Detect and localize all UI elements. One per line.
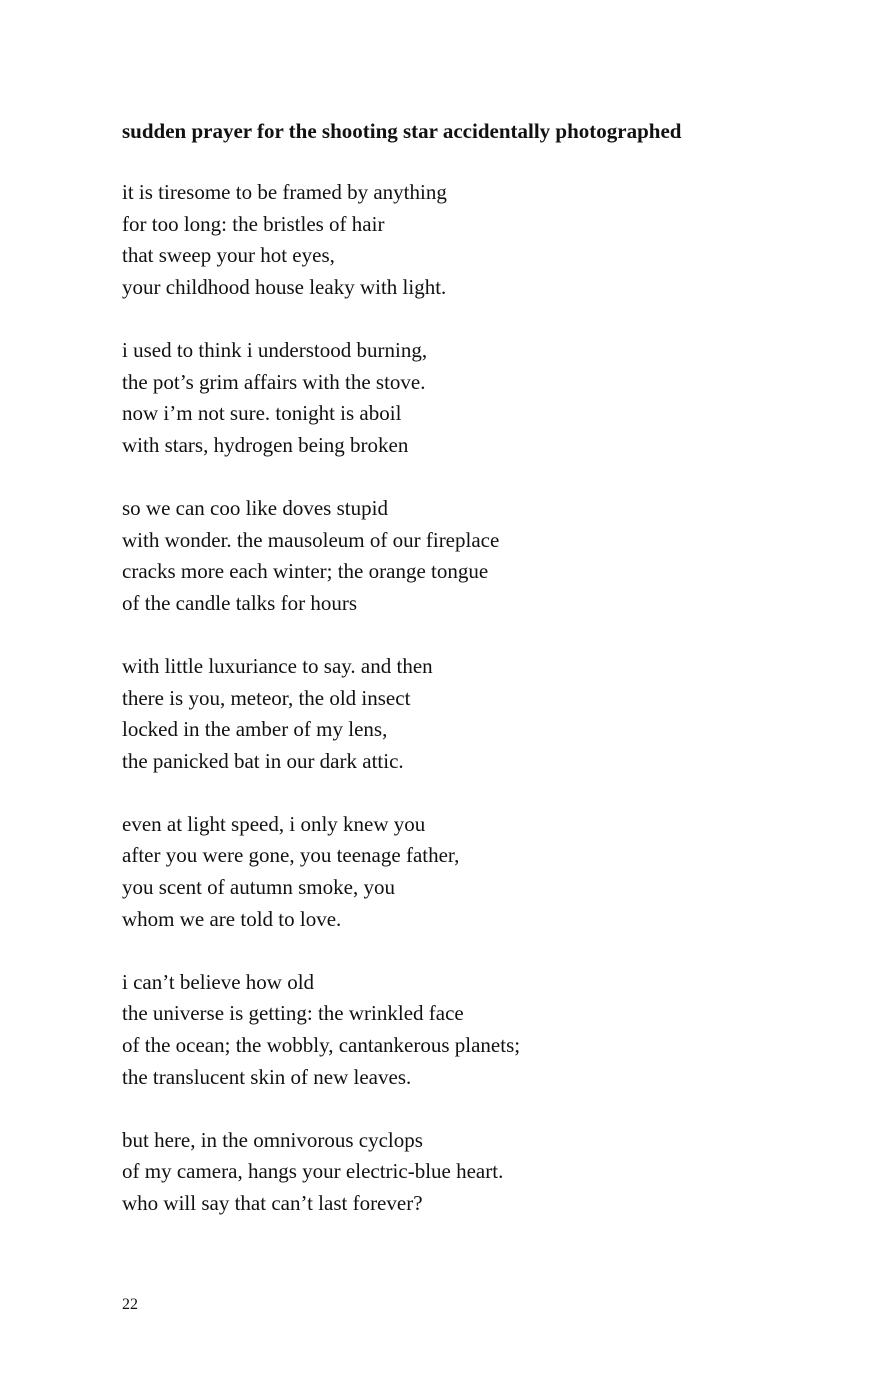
stanza <box>122 967 822 1093</box>
poem-line: the universe is getting: the wrinkled face <box>122 1001 464 1026</box>
page-number: 22 <box>122 1296 138 1313</box>
stanza <box>122 177 822 303</box>
poem-line: i can’t believe how old <box>122 969 315 994</box>
poem-line: you scent of autumn smoke, you <box>122 875 395 900</box>
poem-title: sudden prayer for the shooting star accidentally photographed <box>122 119 682 143</box>
poem-body <box>122 177 822 1251</box>
stanza <box>122 1125 822 1220</box>
poem-line: that sweep your hot eyes, <box>122 243 335 268</box>
poem-line: the panicked bat in our dark attic. <box>122 748 404 773</box>
poem-line: of the ocean; the wobbly, cantankerous planets; <box>122 1033 521 1058</box>
poem-line: even at light speed, i only knew you <box>122 811 426 836</box>
poem-line: after you were gone, you teenage father, <box>122 843 460 868</box>
poem-line: of the candle talks for hours <box>122 590 358 615</box>
poem-line: who will say that can’t last forever? <box>122 1191 423 1215</box>
poem-line: i used to think i understood burning, <box>122 337 428 362</box>
poem-line: but here, in the omnivorous cyclops <box>122 1127 423 1152</box>
poem-line: with stars, hydrogen being broken <box>122 432 409 457</box>
poem-line: now i’m not sure. tonight is aboil <box>122 401 402 426</box>
poem-line: there is you, meteor, the old insect <box>122 685 411 710</box>
poem-line: locked in the amber of my lens, <box>122 717 388 742</box>
poem-line: it is tiresome to be framed by anything <box>122 180 447 204</box>
stanza <box>122 651 822 777</box>
stanza <box>122 335 822 461</box>
stanza <box>122 809 822 935</box>
poem-line: with little luxuriance to say. and then <box>122 653 433 678</box>
poem-line: so we can coo like doves stupid <box>122 495 388 520</box>
poem-line: the translucent skin of new leaves. <box>122 1064 412 1089</box>
poem-line: with wonder. the mausoleum of our fireplace <box>122 527 500 552</box>
stanza <box>122 493 822 619</box>
poem-line: whom we are told to love. <box>122 906 342 931</box>
poem-line: of my camera, hangs your electric-blue heart. <box>122 1159 504 1184</box>
poem-line: your childhood house leaky with light. <box>122 274 447 299</box>
poem-line: for too long: the bristles of hair <box>122 211 385 236</box>
poem-line: the pot’s grim affairs with the stove. <box>122 369 426 394</box>
poem-line: cracks more each winter; the orange tongue <box>122 559 489 584</box>
